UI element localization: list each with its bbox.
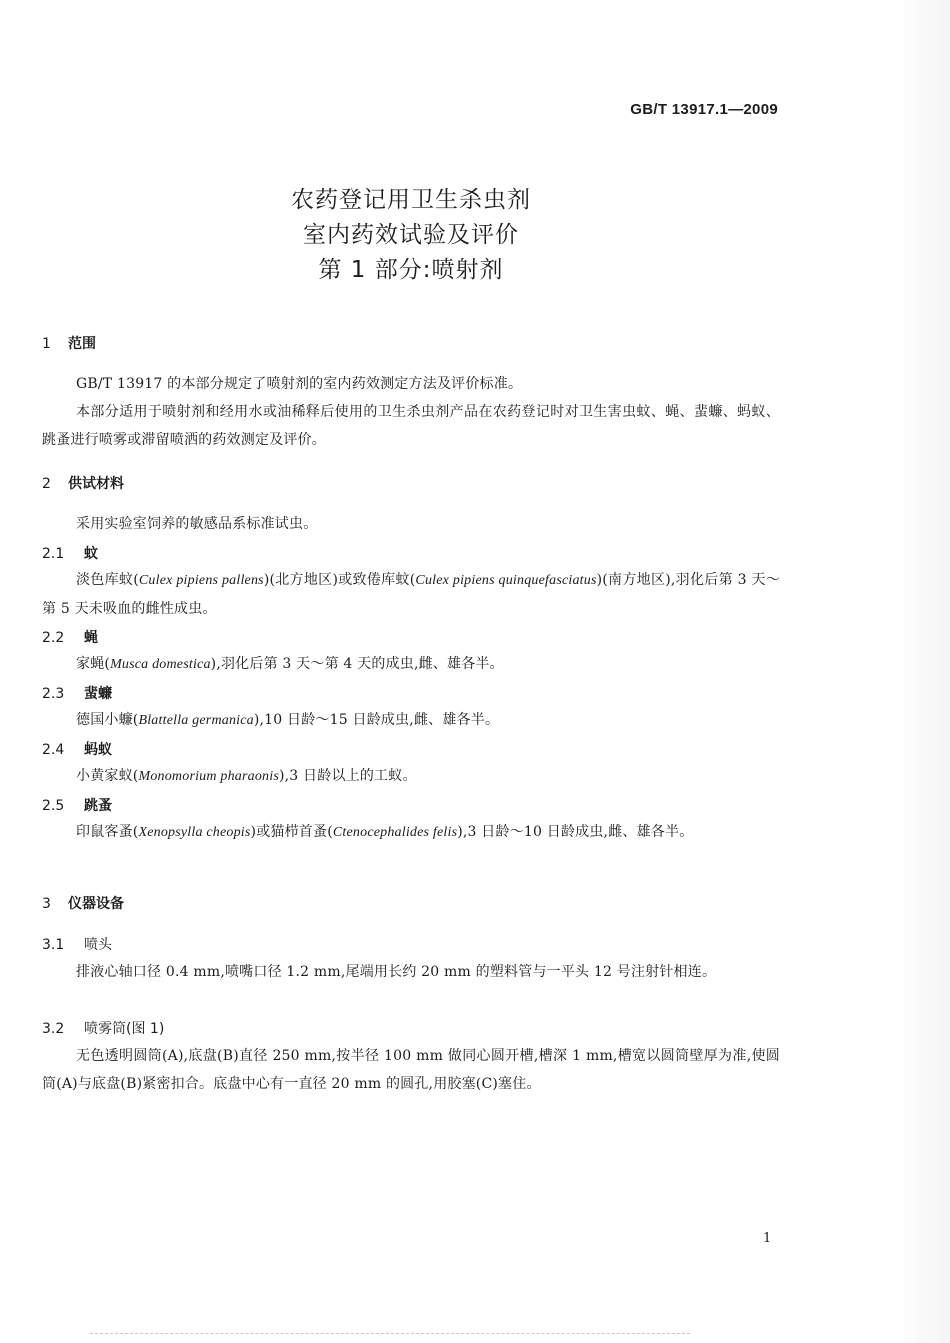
section-2-3-heading: [42, 683, 112, 703]
latin-name: Xenopsylla cheopis: [138, 825, 251, 840]
section-2-number: 2: [42, 476, 51, 492]
section-3-number: 3: [42, 896, 51, 912]
title-line-1: 农药登记用卫生杀虫剂: [291, 187, 531, 213]
section-1-number: 1: [42, 336, 51, 352]
section-2-4-title: 蚂蚁: [84, 742, 112, 758]
latin-name: Culex pipiens quinquefasciatus: [415, 573, 597, 588]
section-2-1-title: 蚊: [84, 546, 98, 562]
scan-bottom-artifact: [90, 1333, 690, 1336]
section-2-5-para: [42, 818, 780, 847]
section-2-4-para: [42, 762, 780, 791]
section-3-1-number: 3.1: [42, 937, 65, 953]
section-2-2-para: [42, 650, 780, 679]
text-span: 印鼠客蚤(: [76, 824, 139, 840]
section-3-2-para: 无色透明圆筒(A),底盘(B)直径 250 mm,按半径 100 mm 做同心圆开槽,槽深 1 mm,槽宽以圆筒壁厚为准,使圆筒(A)与底盘(B)紧密扣合。底盘中心有一直径 20 mm 的圆孔,用胶塞(C)塞住。: [42, 1048, 780, 1092]
section-3-2-heading: [42, 1018, 164, 1038]
text-span: )或猫栉首蚤(: [250, 824, 333, 840]
latin-name: Musca domestica: [110, 657, 211, 672]
section-2-heading: [42, 473, 124, 493]
latin-name: Monomorium pharaonis: [138, 769, 279, 784]
title-line-2: 室内药效试验及评价: [303, 222, 519, 248]
section-3-1-heading: [42, 934, 112, 954]
section-3-2-number: 3.2: [42, 1021, 65, 1037]
title-line-3: 第 1 部分:喷射剂: [318, 257, 504, 283]
standard-code: GB/T 13917.1—2009: [630, 101, 778, 118]
section-1-para-1: GB/T 13917 的本部分规定了喷射剂的室内药效测定方法及评价标准。: [76, 376, 523, 392]
text-span: 淡色库蚊(: [76, 572, 139, 588]
text-span: ),10 日龄～15 日龄成虫,雌、雄各半。: [253, 712, 500, 728]
text-span: ),3 日龄～10 日龄成虫,雌、雄各半。: [457, 824, 694, 840]
latin-name: Blattella germanica: [138, 713, 254, 728]
section-1-title: 范围: [68, 336, 96, 352]
text-span: ),3 日龄以上的工蚁。: [278, 768, 417, 784]
section-3-title: 仪器设备: [68, 896, 124, 912]
section-2-4-heading: [42, 739, 112, 759]
section-2-3-number: 2.3: [42, 686, 65, 702]
text-span: ),羽化后第 3 天～第 4 天的成虫,雌、雄各半。: [210, 656, 504, 672]
section-2-2-title: 蝇: [84, 630, 98, 646]
section-1-para-2: 本部分适用于喷射剂和经用水或油稀释后使用的卫生杀虫剂产品在农药登记时对卫生害虫蚊、蝇、蜚蠊、蚂蚁、跳蚤进行喷雾或滞留喷洒的药效测定及评价。: [42, 404, 780, 448]
section-3-2-title: 喷雾筒(图 1): [84, 1021, 165, 1037]
section-2-3-para: [42, 706, 780, 735]
section-3-1-title: 喷头: [84, 937, 112, 953]
section-2-1-para: [42, 566, 780, 623]
document-title: [0, 183, 822, 288]
section-3-heading: [42, 893, 124, 913]
latin-name: Culex pipiens pallens: [138, 573, 264, 588]
section-2-4-number: 2.4: [42, 742, 65, 758]
section-2-1-number: 2.1: [42, 546, 65, 562]
scan-edge-shadow: [895, 0, 950, 1343]
section-2-para: 采用实验室饲养的敏感品系标准试虫。: [76, 516, 318, 532]
section-2-title: 供试材料: [68, 476, 124, 492]
page-number: 1: [763, 1231, 772, 1246]
text-span: 家蝇(: [76, 656, 111, 672]
section-2-2-number: 2.2: [42, 630, 65, 646]
section-2-1-heading: [42, 543, 98, 563]
section-3-1-para: 排液心轴口径 0.4 mm,喷嘴口径 1.2 mm,尾端用长约 20 mm 的塑料管与一平头 12 号注射针相连。: [76, 964, 717, 980]
text-span: )(南方地区),羽化后第 3 天～第 5 天未吸血的雌性成虫。: [42, 572, 780, 617]
section-2-5-number: 2.5: [42, 798, 65, 814]
section-2-5-heading: [42, 795, 112, 815]
section-2-5-title: 跳蚤: [84, 798, 112, 814]
section-2-2-heading: [42, 627, 98, 647]
latin-name: Ctenocephalides felis: [332, 825, 458, 840]
text-span: 小黄家蚁(: [76, 768, 139, 784]
text-span: 德国小蠊(: [76, 712, 139, 728]
section-2-3-title: 蜚蠊: [84, 686, 112, 702]
text-span: )(北方地区)或致倦库蚊(: [263, 572, 416, 588]
section-1-heading: [42, 333, 96, 353]
